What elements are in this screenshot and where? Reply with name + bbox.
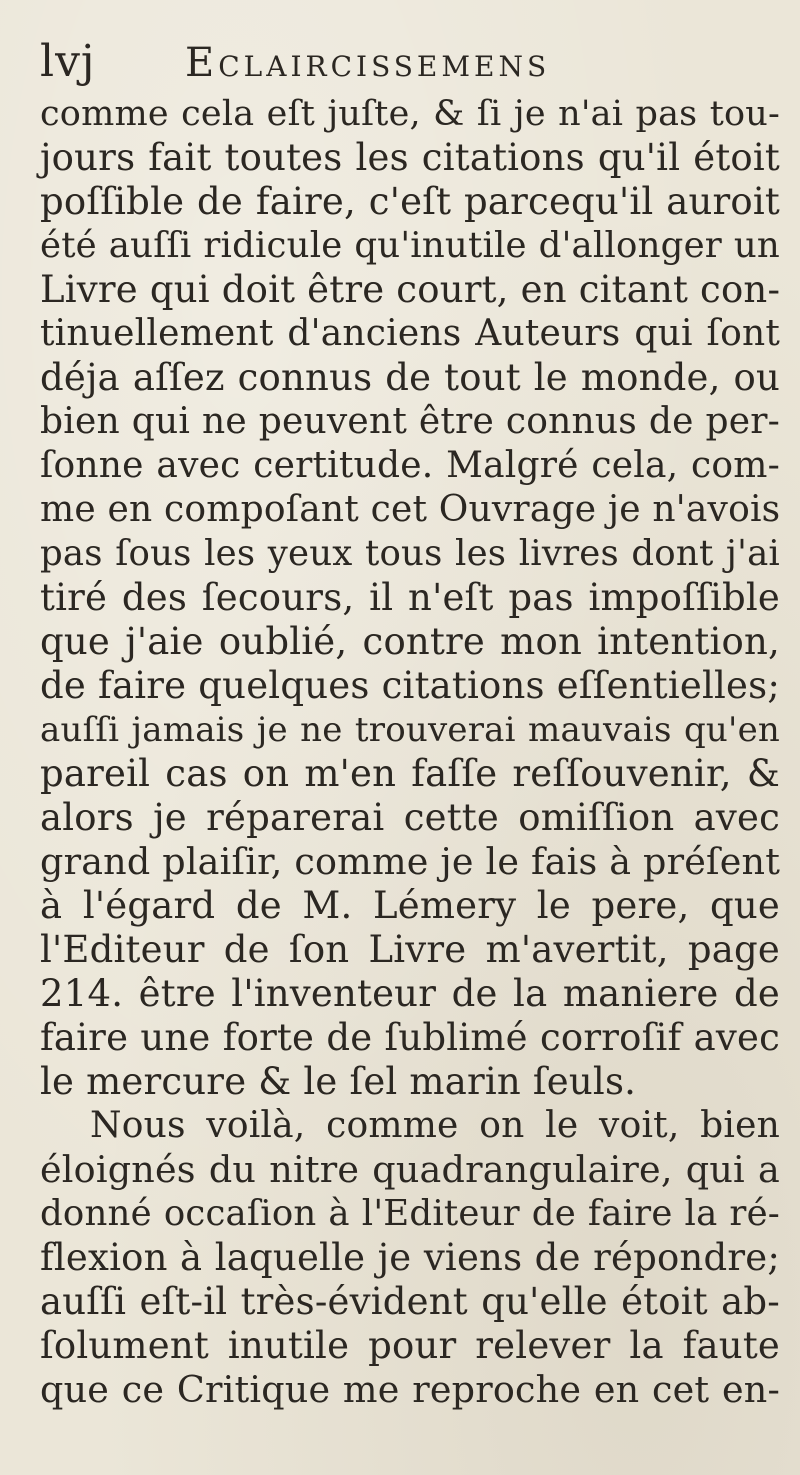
text-line: que ce Critique me reproche en cet en- bbox=[40, 1368, 780, 1411]
text-line: ſonne avec certitude. Malgré cela, com- bbox=[40, 445, 780, 486]
text-line: tiré des ſecours, il n'eſt pas impoſſible bbox=[40, 576, 780, 619]
text-line: flexion à laquelle je viens de répondre; bbox=[40, 1236, 780, 1279]
text-line: de faire quelques citations eſſentielles; bbox=[40, 664, 780, 707]
running-head bbox=[40, 30, 760, 90]
text-line: 214. être l'inventeur de la maniere de bbox=[40, 972, 780, 1015]
text-line: poſſible de faire, c'eſt parcequ'il auroit bbox=[40, 180, 780, 223]
text-line: déja aſſez connus de tout le monde, ou bbox=[40, 356, 780, 399]
body-text bbox=[40, 92, 780, 1412]
text-line: été auſſi ridicule qu'inutile d'allonger un bbox=[40, 225, 780, 266]
text-line: comme cela eſt juſte, & ſi je n'ai pas tou- bbox=[40, 94, 780, 134]
text-line: auſſi jamais je ne trouverai mauvais qu'en bbox=[40, 710, 780, 750]
text-line: grand plaiſir, comme je le fais à préſent bbox=[40, 840, 781, 883]
text-line: tinuellement d'anciens Auteurs qui ſont bbox=[40, 313, 780, 354]
text-line: faire une forte de ſublimé corroſif avec bbox=[40, 1016, 780, 1059]
text-line: l'Editeur de ſon Livre m'avertit, page bbox=[40, 928, 780, 971]
text-line: pas ſous les yeux tous les livres dont j'ai bbox=[40, 533, 780, 574]
paragraph-1 bbox=[40, 92, 780, 1104]
text-line: éloignés du nitre quadrangulaire, qui a bbox=[40, 1148, 780, 1191]
text-line: pareil cas on m'en faſſe reſſouvenir, & bbox=[40, 752, 780, 795]
text-line: ſolument inutile pour relever la faute bbox=[40, 1324, 780, 1367]
text-line: donné occaſion à l'Editeur de faire la ré- bbox=[40, 1193, 780, 1234]
text-line: auſſi eſt-il très-évident qu'elle étoit ab- bbox=[40, 1280, 780, 1323]
text-line: me en compoſant cet Ouvrage je n'avois bbox=[40, 489, 781, 530]
text-line: le mercure & le ſel marin ſeuls. bbox=[40, 1060, 637, 1103]
running-title: Eclaircissemens bbox=[185, 40, 551, 86]
text-line: jours fait toutes les citations qu'il étoit bbox=[40, 136, 780, 179]
text-line: bien qui ne peuvent être connus de per- bbox=[40, 401, 780, 442]
page-number: lvj bbox=[40, 36, 96, 87]
paragraph-2 bbox=[40, 1104, 780, 1412]
text-line: à l'égard de M. Lémery le pere, que bbox=[40, 884, 780, 927]
text-line: alors je réparerai cette omiſſion avec bbox=[40, 796, 780, 839]
text-line: que j'aie oublié, contre mon intention, bbox=[40, 620, 780, 663]
text-line: Nous voilà, comme on le voit, bien bbox=[90, 1105, 780, 1146]
text-line: Livre qui doit être court, en citant con- bbox=[40, 268, 781, 311]
